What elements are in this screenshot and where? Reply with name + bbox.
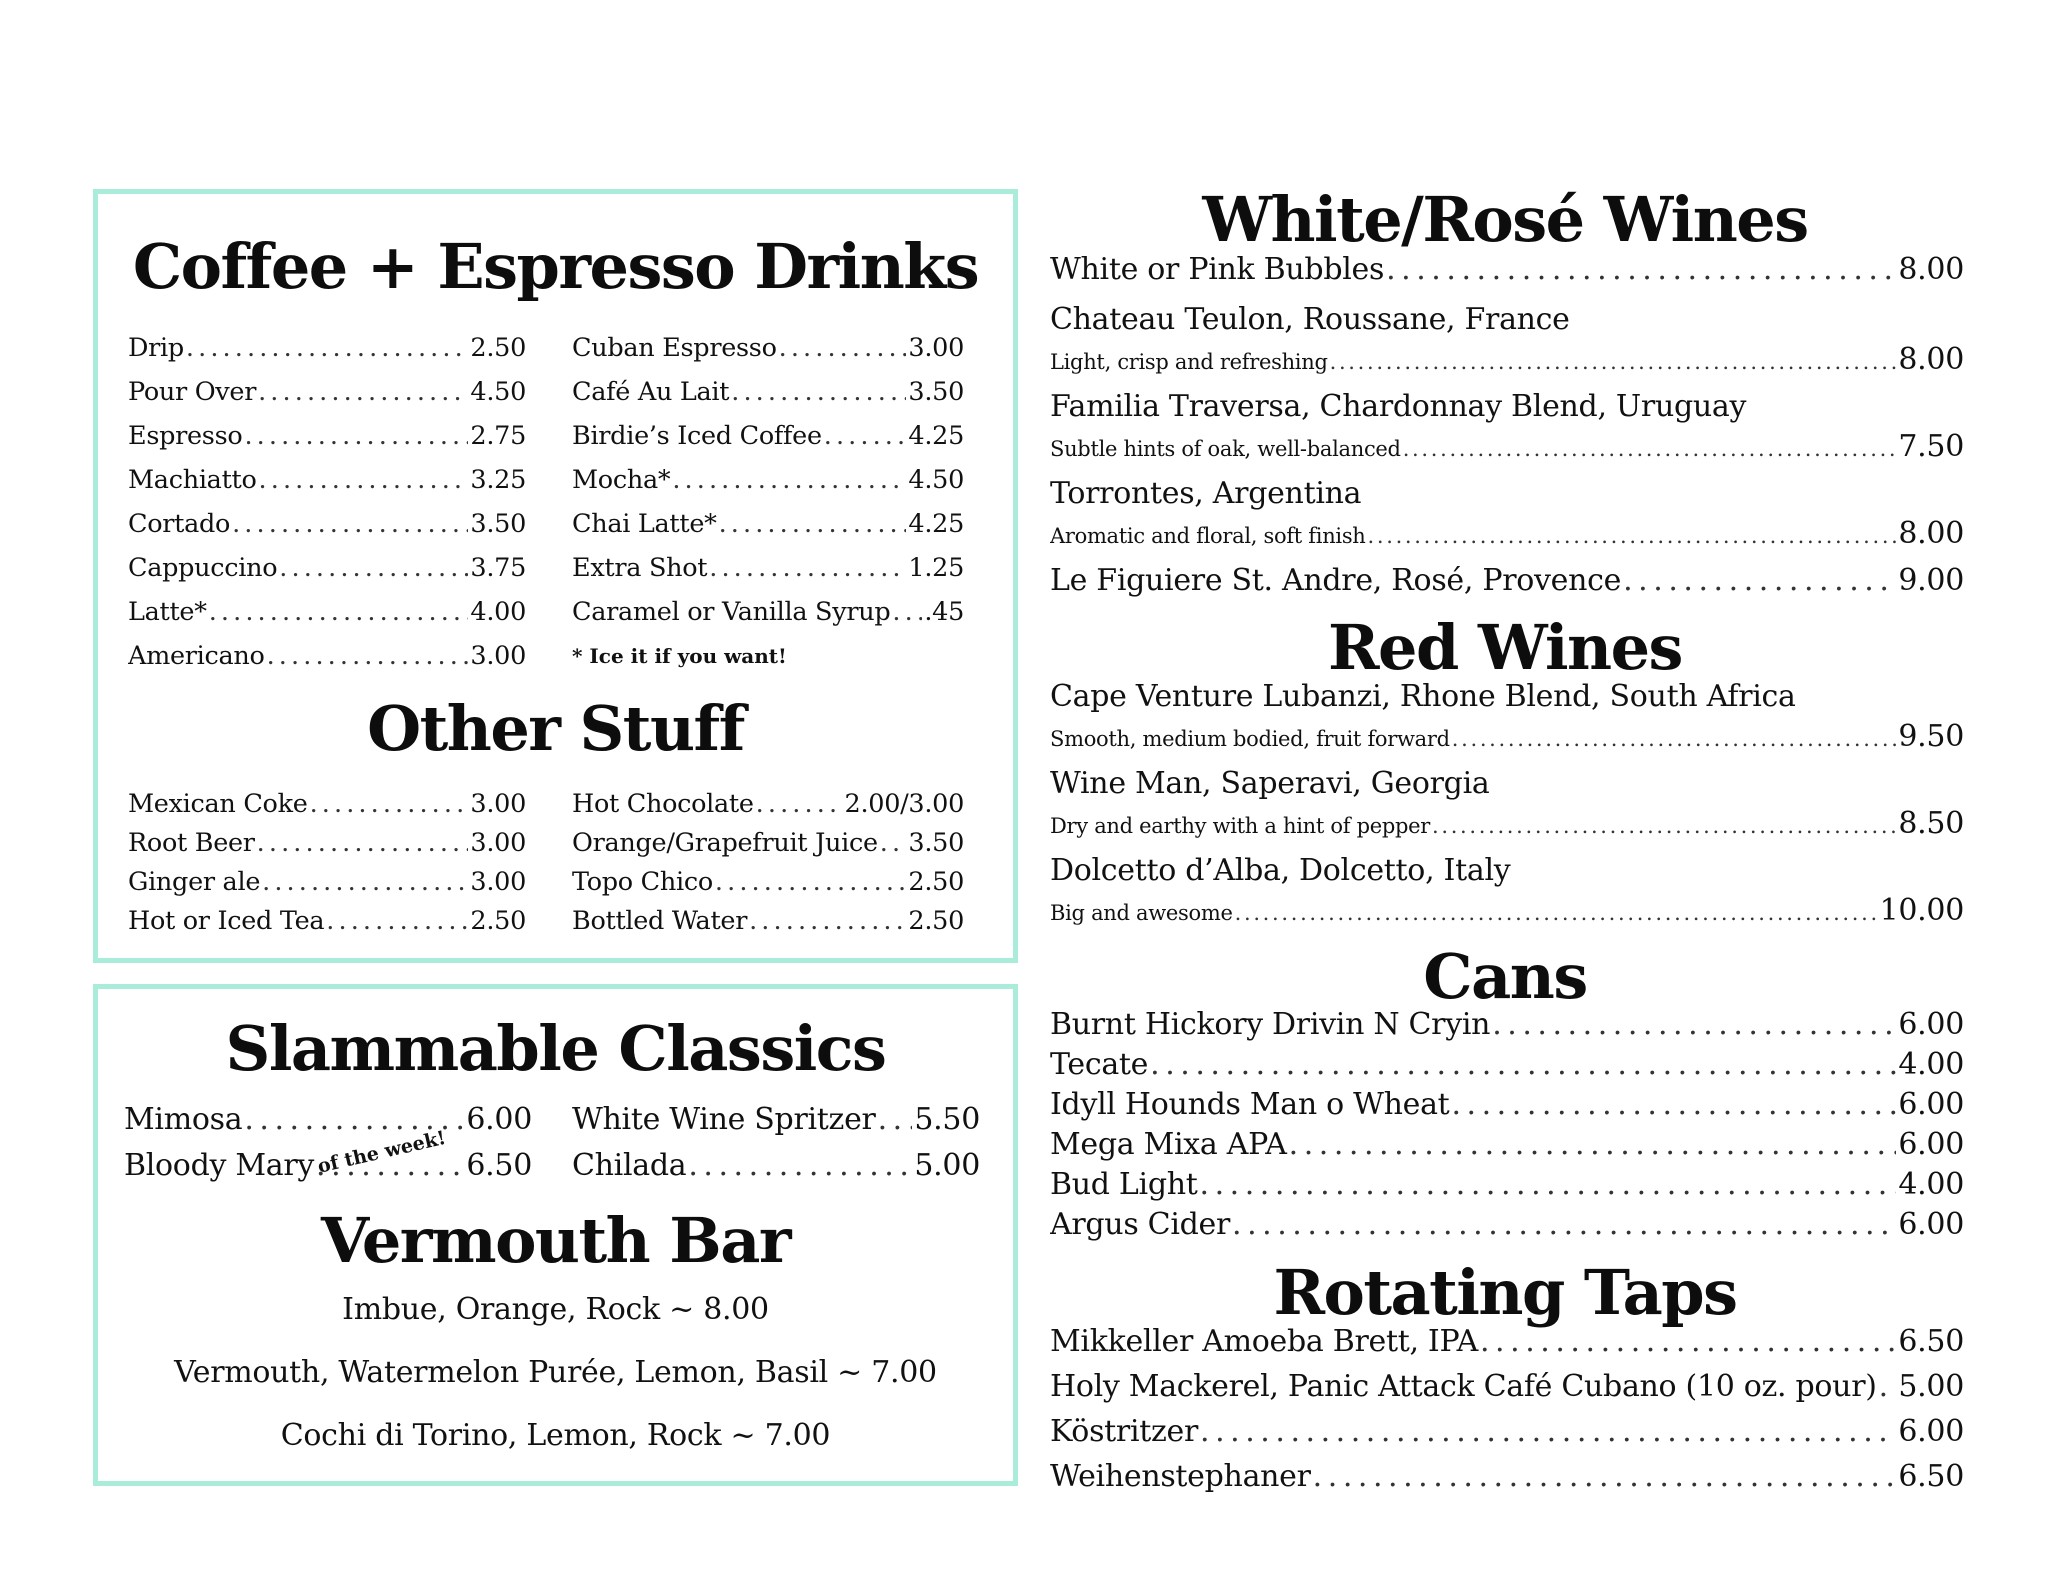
wine-item: White or Pink Bubbles . . . 8.00 bbox=[1050, 250, 1964, 289]
wine-name: Dolcetto d’Alba, Dolcetto, Italy bbox=[1050, 853, 1511, 888]
tap-item: Holy Mackerel, Panic Attack Café Cubano (10 oz. pour) . . . 5.00 bbox=[1050, 1367, 1964, 1406]
can-item: Tecate . . . 4.00 bbox=[1050, 1045, 1964, 1084]
coffee-item: Cortado . . . 3.50 bbox=[128, 508, 526, 541]
other-item: Hot Chocolate . . . 2.00/3.00 bbox=[572, 788, 964, 821]
of-the-week-badge: of the week! bbox=[315, 1126, 448, 1178]
coffee-item: Machiatto . . . 3.25 bbox=[128, 464, 526, 497]
slammable-section-title: Slammable Classics bbox=[225, 1012, 886, 1085]
wine-item: Subtle hints of oak, well-balanced . . . 7.50 bbox=[1050, 427, 1964, 466]
coffee-item: Mocha* . . . 4.50 bbox=[572, 464, 964, 497]
wine-name: Cape Venture Lubanzi, Rhone Blend, South Africa bbox=[1050, 679, 1796, 714]
slammable-item: Bloody Mary . . . 6.50 bbox=[124, 1146, 532, 1185]
can-item: Bud Light . . . 4.00 bbox=[1050, 1165, 1964, 1204]
other-item: Bottled Water . . . 2.50 bbox=[572, 905, 964, 938]
cans-section-title: Cans bbox=[1423, 940, 1587, 1013]
other-item: Orange/Grapefruit Juice . . . 3.50 bbox=[572, 827, 964, 860]
wine-item: Big and awesome . . . 10.00 bbox=[1050, 891, 1964, 930]
wine-name: Familia Traversa, Chardonnay Blend, Uruguay bbox=[1050, 389, 1747, 424]
other-item: Topo Chico . . . 2.50 bbox=[572, 866, 964, 899]
vermouth-item: Vermouth, Watermelon Purée, Lemon, Basil ~ 7.00 bbox=[174, 1355, 937, 1390]
wine-item: Smooth, medium bodied, fruit forward . . . 9.50 bbox=[1050, 717, 1964, 756]
red-wines-section-title: Red Wines bbox=[1328, 611, 1682, 684]
coffee-item: Cuban Espresso . . . 3.00 bbox=[572, 332, 964, 365]
coffee-item: Birdie’s Iced Coffee . . . 4.25 bbox=[572, 420, 964, 453]
coffee-item: Espresso . . . 2.75 bbox=[128, 420, 526, 453]
vermouth-section-title: Vermouth Bar bbox=[320, 1204, 791, 1277]
wine-item: Light, crisp and refreshing . . . 8.00 bbox=[1050, 340, 1964, 379]
slammable-item: Mimosa . . . 6.00 bbox=[124, 1100, 532, 1139]
white-wines-section-title: White/Rosé Wines bbox=[1202, 183, 1808, 256]
wine-name: Torrontes, Argentina bbox=[1050, 476, 1362, 511]
wine-item: Dry and earthy with a hint of pepper . . . 8.50 bbox=[1050, 804, 1964, 843]
coffee-item: Cappuccino . . . 3.75 bbox=[128, 552, 526, 585]
other-item: Ginger ale . . . 3.00 bbox=[128, 866, 526, 899]
vermouth-item: Imbue, Orange, Rock ~ 8.00 bbox=[342, 1292, 769, 1327]
other-section-title: Other Stuff bbox=[367, 692, 744, 765]
slammable-item: White Wine Spritzer . . . 5.50 bbox=[572, 1100, 980, 1139]
coffee-item: Latte* . . . 4.00 bbox=[128, 596, 526, 629]
can-item: Idyll Hounds Man o Wheat . . . 6.00 bbox=[1050, 1085, 1964, 1124]
other-item: Root Beer . . . 3.00 bbox=[128, 827, 526, 860]
taps-section-title: Rotating Taps bbox=[1273, 1256, 1737, 1329]
wine-name: Wine Man, Saperavi, Georgia bbox=[1050, 766, 1490, 801]
coffee-item: Extra Shot . . . 1.25 bbox=[572, 552, 964, 585]
coffee-item: Pour Over . . . 4.50 bbox=[128, 376, 526, 409]
tap-item: Köstritzer . . . 6.00 bbox=[1050, 1412, 1964, 1451]
wine-item: Aromatic and floral, soft finish . . . 8.00 bbox=[1050, 514, 1964, 553]
other-item: Hot or Iced Tea . . . 2.50 bbox=[128, 905, 526, 938]
coffee-item: Americano . . . 3.00 bbox=[128, 640, 526, 673]
ice-note: * Ice it if you want! bbox=[572, 644, 787, 668]
coffee-item: Chai Latte* . . . 4.25 bbox=[572, 508, 964, 541]
tap-item: Weihenstephaner . . . 6.50 bbox=[1050, 1457, 1964, 1496]
coffee-item: Café Au Lait . . . 3.50 bbox=[572, 376, 964, 409]
wine-name: Chateau Teulon, Roussane, France bbox=[1050, 302, 1570, 337]
tap-item: Mikkeller Amoeba Brett, IPA . . . 6.50 bbox=[1050, 1322, 1964, 1361]
can-item: Mega Mixa APA . . . 6.00 bbox=[1050, 1125, 1964, 1164]
coffee-item: Caramel or Vanilla Syrup . . . .45 bbox=[572, 596, 964, 629]
can-item: Argus Cider . . . 6.00 bbox=[1050, 1205, 1964, 1244]
vermouth-item: Cochi di Torino, Lemon, Rock ~ 7.00 bbox=[280, 1418, 831, 1453]
coffee-section-title: Coffee + Espresso Drinks bbox=[132, 230, 979, 303]
wine-item: Le Figuiere St. Andre, Rosé, Provence . . . 9.00 bbox=[1050, 561, 1964, 600]
other-item: Mexican Coke . . . 3.00 bbox=[128, 788, 526, 821]
slammable-item: Chilada . . . 5.00 bbox=[572, 1146, 980, 1185]
coffee-item: Drip . . . 2.50 bbox=[128, 332, 526, 365]
can-item: Burnt Hickory Drivin N Cryin . . . 6.00 bbox=[1050, 1005, 1964, 1044]
